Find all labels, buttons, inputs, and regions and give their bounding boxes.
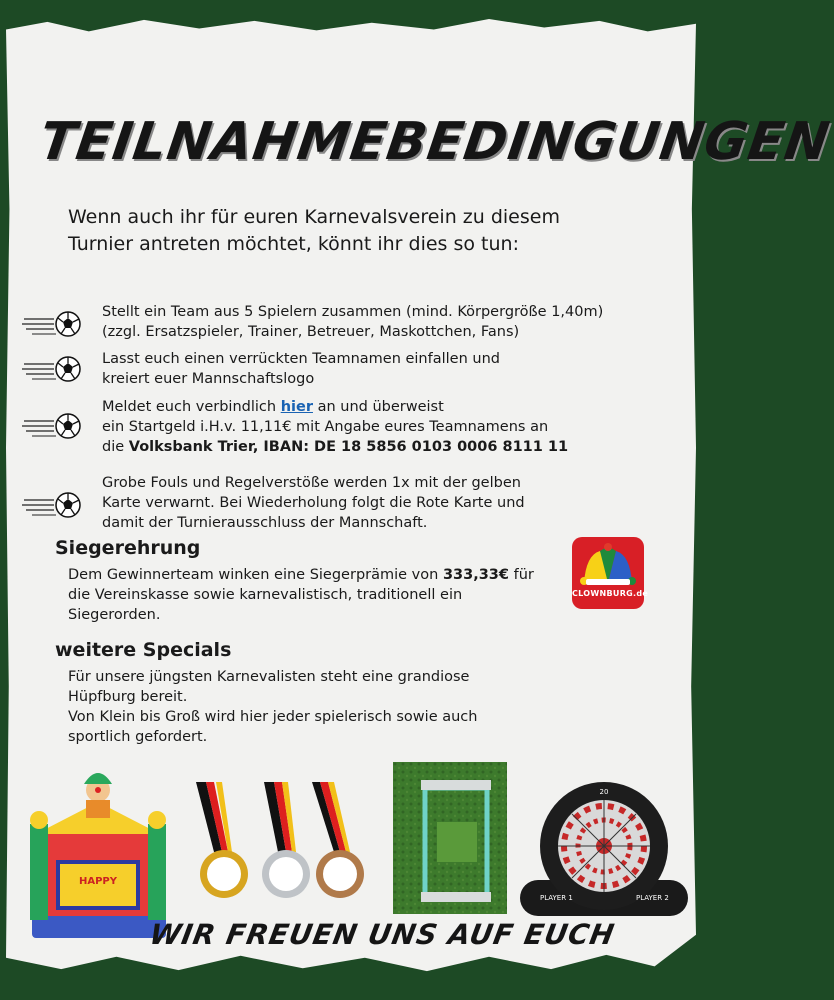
para-line: Für unsere jüngsten Karnevalisten steht eine grandiose xyxy=(68,669,470,685)
soccer-ball-icon xyxy=(22,412,84,440)
logo-text: CLOWNBURG.de xyxy=(572,589,649,598)
specials-text xyxy=(68,667,568,747)
specials-heading: weitere Specials xyxy=(55,639,232,661)
para-text: für xyxy=(508,567,534,583)
soccer-field-image xyxy=(393,762,507,914)
item-text: Meldet euch verbindlich xyxy=(102,399,281,415)
clownburg-logo xyxy=(572,537,649,609)
intro-text: Wenn auch ihr für euren Karnevalsverein zu diesem Turnier antreten möchtet, könnt ihr dies so tun: xyxy=(68,206,560,255)
list-item xyxy=(102,302,662,342)
item-line: Stellt ein Team aus 5 Spielern zusammen (mind. Körpergröße 1,40m) xyxy=(102,304,604,320)
soccer-ball-icon xyxy=(22,310,84,338)
registration-link[interactable]: hier xyxy=(280,399,313,415)
prize-amount: 333,33€ xyxy=(442,567,509,583)
soccer-ball-icon xyxy=(22,491,84,519)
list-item xyxy=(102,397,662,457)
item-line: Grobe Fouls und Regelverstöße werden 1x mit der gelben xyxy=(102,475,521,491)
list-item xyxy=(102,473,662,533)
bouncy-castle-image xyxy=(26,762,170,944)
list-item xyxy=(102,349,662,389)
soccer-ball-icon xyxy=(22,355,84,383)
item-line: ein Startgeld i.H.v. 11,11€ mit Angabe eures Teamnamens an xyxy=(102,419,549,435)
para-line: sportlich gefordert. xyxy=(68,729,208,745)
item-line: Karte verwarnt. Bei Wiederholung folgt die Rote Karte und xyxy=(102,495,525,511)
item-line xyxy=(102,397,662,417)
item-line: (zzgl. Ersatzspieler, Trainer, Betreuer, Maskottchen, Fans) xyxy=(102,324,520,340)
para-line: Siegerorden. xyxy=(68,607,161,623)
bank-details: Volksbank Trier, IBAN: DE 18 5856 0103 0006 8111 11 xyxy=(128,439,569,455)
para-line: Von Klein bis Groß wird hier jeder spielerisch sowie auch xyxy=(68,709,478,725)
item-line: kreiert euer Mannschaftslogo xyxy=(102,371,315,387)
medals-image xyxy=(188,782,370,904)
item-line: damit der Turnierausschluss der Mannschaft. xyxy=(102,515,428,531)
para-line xyxy=(68,565,568,585)
jester-hat-icon xyxy=(580,543,636,587)
dartboard-image xyxy=(516,780,692,920)
item-text: an und überweist xyxy=(312,399,444,415)
para-text: Dem Gewinnerteam winken eine Siegerprämie von xyxy=(68,567,443,583)
player-2-label: PLAYER 2 xyxy=(636,894,669,902)
item-line: Lasst euch einen verrückten Teamnamen einfallen und xyxy=(102,351,500,367)
dartboard-number: 20 xyxy=(599,788,609,796)
para-line: die Vereinskasse sowie karnevalistisch, traditionell ein xyxy=(68,587,463,603)
item-text: die xyxy=(102,439,129,455)
siegerehrung-text xyxy=(68,565,568,625)
player-1-label: PLAYER 1 xyxy=(540,894,573,902)
footer-slogan: WIR FREUEN UNS AUF EUCH xyxy=(147,918,618,951)
page-title: TEILNAHMEBEDINGUNGEN xyxy=(35,112,834,172)
castle-text: HAPPY xyxy=(78,876,118,887)
item-line xyxy=(102,437,662,457)
siegerehrung-heading: Siegerehrung xyxy=(55,537,201,559)
para-line: Hüpfburg bereit. xyxy=(68,689,188,705)
